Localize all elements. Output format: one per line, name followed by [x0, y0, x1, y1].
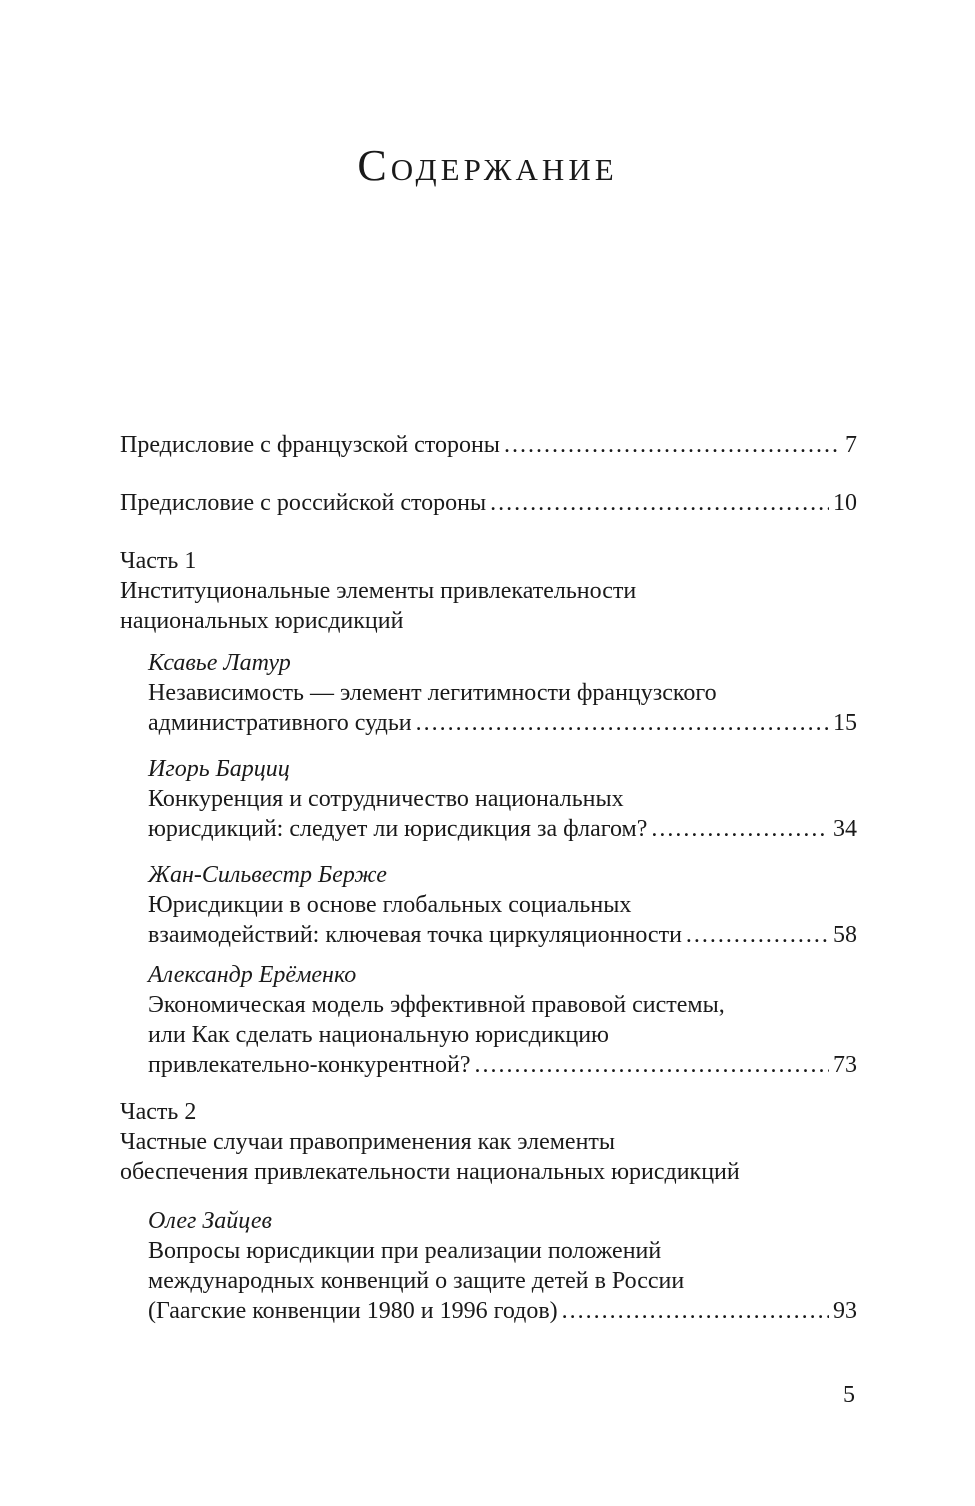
toc-entry-text: Предисловие с французской стороны: [120, 432, 500, 458]
article-title-line: Вопросы юрисдикции при реализации положений: [148, 1238, 662, 1264]
leader-dots: [416, 708, 829, 738]
leader-dots: [562, 1296, 829, 1326]
toc-page-number: 10: [833, 490, 857, 516]
article-title-line: Юрисдикции в основе глобальных социальных: [148, 892, 632, 918]
leader-dots: [504, 430, 841, 460]
leader-dots: [475, 1050, 830, 1080]
article-title-line: административного судьи: [148, 710, 412, 736]
article-title-line: международных конвенций о защите детей в России: [148, 1268, 685, 1294]
author-name: Александр Ерёменко: [148, 962, 357, 988]
author-name: Ксавье Латур: [148, 650, 291, 676]
part-title-line: национальных юрисдикций: [120, 608, 404, 634]
toc-part-1: [120, 546, 857, 636]
article-title-line: привлекательно-конкурентной?: [148, 1052, 471, 1078]
author-name: Олег Зайцев: [148, 1208, 272, 1234]
toc-entry-foreword-fr[interactable]: [120, 430, 857, 460]
page-title: Содержание: [357, 141, 618, 190]
toc-page-number: 34: [833, 816, 857, 842]
toc-entry-article-1[interactable]: [120, 648, 857, 738]
page-number: 5: [843, 1382, 855, 1408]
leader-dots: [651, 814, 829, 844]
article-title-line: юрисдикций: следует ли юрисдикция за флагом?: [148, 816, 648, 842]
toc-entry-foreword-ru[interactable]: [120, 488, 857, 518]
toc-entry-article-2[interactable]: [120, 754, 857, 844]
toc-entry-article-5[interactable]: [120, 1206, 857, 1326]
leader-dots: [490, 488, 829, 518]
article-title-line: взаимодействий: ключевая точка циркуляционности: [148, 922, 682, 948]
part-label: Часть 1: [120, 548, 197, 574]
author-name: Жан-Сильвестр Берже: [148, 862, 387, 888]
article-title-line: Экономическая модель эффективной правовой системы,: [148, 992, 725, 1018]
toc-page-number: 58: [833, 922, 857, 948]
leader-dots: [686, 920, 829, 950]
article-title-line: или Как сделать национальную юрисдикцию: [148, 1022, 609, 1048]
article-title-line: (Гаагские конвенции 1980 и 1996 годов): [148, 1298, 558, 1324]
toc-page-number: 73: [833, 1052, 857, 1078]
author-name: Игорь Барциц: [148, 756, 290, 782]
article-title-line: Конкуренция и сотрудничество национальных: [148, 786, 624, 812]
part-title-line: обеспечения привлекательности национальных юрисдикций: [120, 1159, 740, 1185]
toc-part-2: [120, 1097, 857, 1187]
toc-entry-text: Предисловие с российской стороны: [120, 490, 487, 516]
toc-page-number: 15: [833, 710, 857, 736]
toc-entry-article-3[interactable]: [120, 860, 857, 950]
toc-entry-article-4[interactable]: [120, 960, 857, 1080]
toc-page-number: 93: [833, 1298, 857, 1324]
part-title-line: Институциональные элементы привлекательности: [120, 578, 637, 604]
toc-page-number: 7: [845, 432, 857, 458]
part-label: Часть 2: [120, 1099, 197, 1125]
part-title-line: Частные случаи правоприменения как элементы: [120, 1129, 616, 1155]
article-title-line: Независимость — элемент легитимности французского: [148, 680, 717, 706]
